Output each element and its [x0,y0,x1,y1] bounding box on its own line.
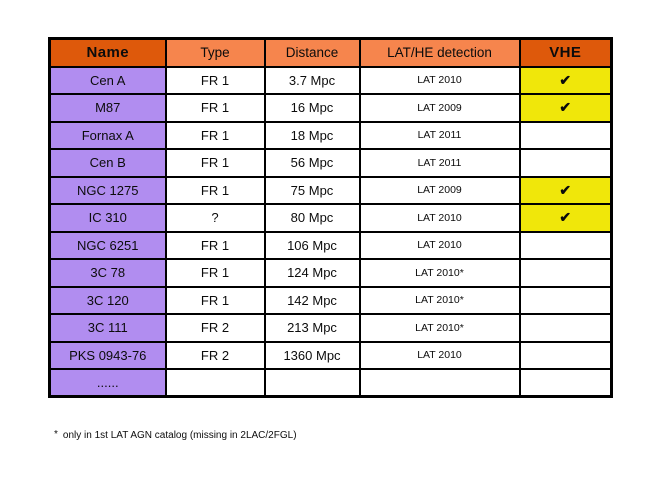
type-cell: FR 1 [166,94,265,122]
vhe-cell: ✔ [520,67,612,95]
name-cell: Cen A [50,67,166,95]
distance-cell: 213 Mpc [265,314,360,342]
distance-cell: 16 Mpc [265,94,360,122]
name-cell: Fornax A [50,122,166,150]
lat-detection-cell: LAT 2010* [360,287,520,315]
distance-cell: 1360 Mpc [265,342,360,370]
table-row [50,177,612,205]
lat-detection-cell: LAT 2010* [360,259,520,287]
column-header-name: Name [50,39,166,67]
distance-cell: 142 Mpc [265,287,360,315]
footnote-text: only in 1st LAT AGN catalog (missing in 2LAC/2FGL) [62,430,297,441]
column-header-vhe: VHE [520,39,612,67]
table-row [50,314,612,342]
column-header-type: Type [166,39,265,67]
lat-detection-cell: LAT 2010 [360,204,520,232]
name-cell: 3C 78 [50,259,166,287]
type-cell [166,369,265,397]
type-cell: FR 1 [166,232,265,260]
column-header-distance: Distance [265,39,360,67]
distance-cell: 3.7 Mpc [265,67,360,95]
vhe-cell [520,122,612,150]
type-cell: FR 1 [166,149,265,177]
footnote-asterisk: * [54,429,58,440]
vhe-cell [520,342,612,370]
type-cell: FR 2 [166,314,265,342]
radio-galaxies-table [48,37,613,398]
vhe-cell [520,287,612,315]
table-row [50,149,612,177]
name-cell: PKS 0943-76 [50,342,166,370]
lat-detection-cell: LAT 2010 [360,67,520,95]
name-cell: 3C 111 [50,314,166,342]
type-cell: FR 1 [166,67,265,95]
name-cell: ...... [50,369,166,397]
type-cell: FR 1 [166,177,265,205]
lat-detection-cell: LAT 2010 [360,232,520,260]
lat-detection-cell: LAT 2010 [360,342,520,370]
vhe-cell: ✔ [520,177,612,205]
column-header-lat-he: LAT/HE detection [360,39,520,67]
table-body [50,67,612,397]
name-cell: Cen B [50,149,166,177]
type-cell: FR 1 [166,287,265,315]
vhe-cell [520,149,612,177]
type-cell: FR 1 [166,259,265,287]
distance-cell: 56 Mpc [265,149,360,177]
footnote [54,429,297,441]
vhe-cell [520,232,612,260]
name-cell: M87 [50,94,166,122]
lat-detection-cell: LAT 2009 [360,94,520,122]
name-cell: NGC 6251 [50,232,166,260]
table-row [50,204,612,232]
distance-cell: 18 Mpc [265,122,360,150]
name-cell: 3C 120 [50,287,166,315]
type-cell: FR 2 [166,342,265,370]
vhe-cell: ✔ [520,204,612,232]
distance-cell: 80 Mpc [265,204,360,232]
name-cell: NGC 1275 [50,177,166,205]
table-row [50,122,612,150]
name-cell: IC 310 [50,204,166,232]
vhe-cell: ✔ [520,94,612,122]
vhe-cell [520,259,612,287]
table-row [50,369,612,397]
vhe-cell [520,369,612,397]
lat-detection-cell: LAT 2011 [360,122,520,150]
distance-cell: 124 Mpc [265,259,360,287]
lat-detection-cell: LAT 2009 [360,177,520,205]
type-cell: ? [166,204,265,232]
lat-detection-cell [360,369,520,397]
distance-cell: 75 Mpc [265,177,360,205]
table-row [50,342,612,370]
distance-cell: 106 Mpc [265,232,360,260]
table-row [50,259,612,287]
table-row [50,287,612,315]
distance-cell [265,369,360,397]
lat-detection-cell: LAT 2011 [360,149,520,177]
lat-detection-cell: LAT 2010* [360,314,520,342]
table-row [50,67,612,95]
table-row [50,232,612,260]
vhe-cell [520,314,612,342]
type-cell: FR 1 [166,122,265,150]
header-row [50,39,612,67]
table-row [50,94,612,122]
